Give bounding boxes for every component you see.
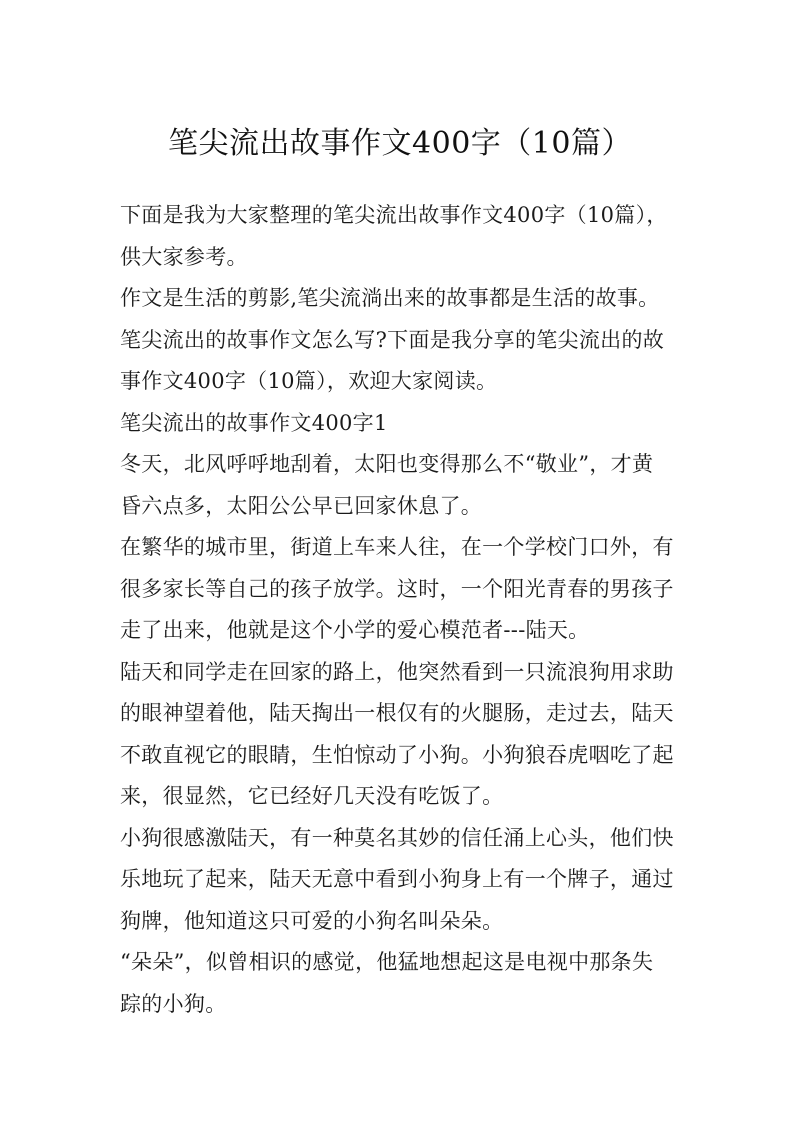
text-line: 踪的小狗。 [120, 991, 227, 1016]
text-line: 陆天和同学走在回家的路上，他突然看到一只流浪狗用求助 [120, 659, 674, 684]
paragraph-dog [120, 652, 692, 818]
paragraph-winter [120, 444, 692, 527]
document-title: 笔尖流出故事作文400字（10篇） [168, 126, 632, 161]
text-line: 笔尖流出的故事作文怎么写?下面是我分享的笔尖流出的故 [120, 327, 665, 352]
paragraph-theme [120, 278, 692, 320]
paragraph-question [120, 320, 692, 403]
text-line: 作文是生活的剪影,笔尖流淌出来的故事都是生活的故事。 [120, 286, 660, 310]
text-line: 的眼神望着他，陆天掏出一根仅有的火腿肠，走过去，陆天 [120, 701, 674, 725]
paragraph-intro [120, 195, 692, 278]
text-line: 小狗很感激陆天，有一种莫名其妙的信任涌上心头，他们快 [120, 825, 674, 850]
text-line: 下面是我为大家整理的笔尖流出故事作文400字（10篇）， [120, 203, 668, 227]
text-line: 昏六点多，太阳公公早已回家休息了。 [120, 493, 483, 518]
text-line: 不敢直视它的眼睛，生怕惊动了小狗。小狗狼吞虎咽吃了起 [120, 742, 674, 767]
text-line: 事作文400字（10篇），欢迎大家阅读。 [120, 369, 498, 393]
essay-heading [120, 403, 692, 445]
text-line: 狗牌，他知道这只可爱的小狗名叫朵朵。 [120, 908, 504, 933]
text-line: 冬天，北风呼呼地刮着，太阳也变得那么不“敬业”，才黄 [120, 452, 654, 476]
paragraph-duoduo [120, 942, 692, 1025]
document-body [120, 195, 692, 1025]
text-line: 供大家参考。 [120, 244, 248, 269]
paragraph-city [120, 527, 692, 652]
text-line: 乐地玩了起来，陆天无意中看到小狗身上有一个牌子，通过 [120, 867, 674, 891]
text-line: 来，很显然，它已经好几天没有吃饭了。 [120, 784, 504, 808]
text-line: 很多家长等自己的孩子放学。这时，一个阳光青春的男孩子 [120, 576, 674, 601]
text-line: 走了出来，他就是这个小学的爱心模范者---陆天。 [120, 618, 590, 642]
paragraph-play [120, 818, 692, 943]
text-line: “朵朵”，似曾相识的感觉，他猛地想起这是电视中那条失 [120, 950, 654, 974]
text-line: 笔尖流出的故事作文400字1 [120, 410, 388, 435]
text-line: 在繁华的城市里，街道上车来人往，在一个学校门口外，有 [120, 535, 674, 559]
